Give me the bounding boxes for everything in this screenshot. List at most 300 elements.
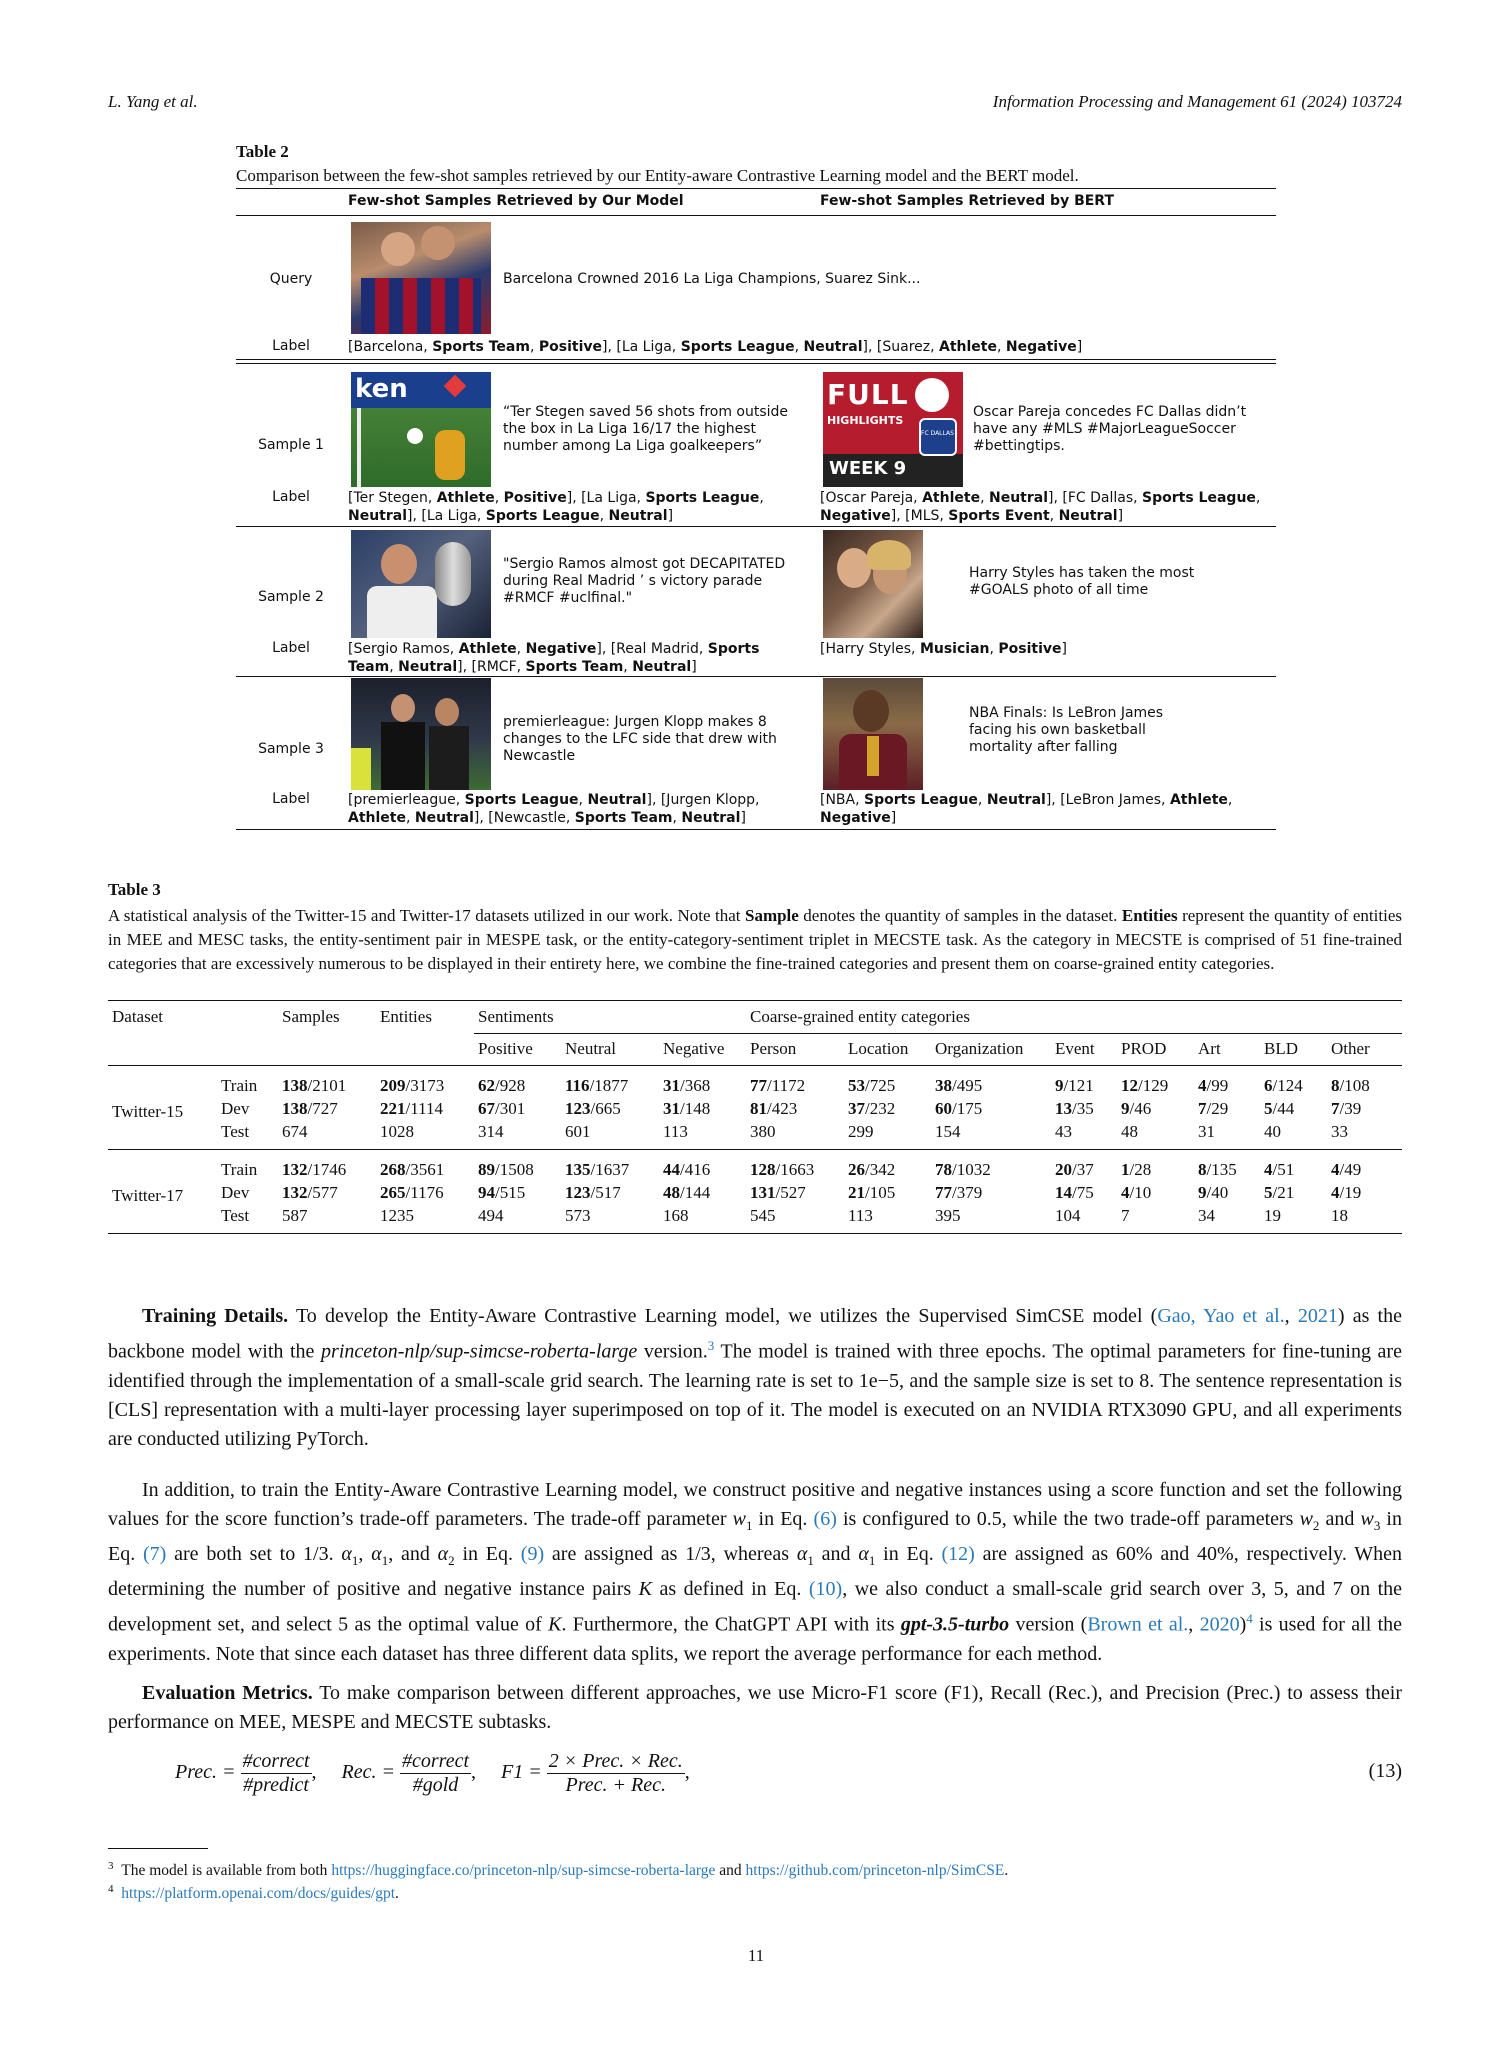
sample3-bert-text: NBA Finals: Is LeBron James facing his own basketball mortality after falling [969, 705, 1164, 755]
table3-cell [844, 1181, 931, 1204]
p2-text-g: , and [388, 1543, 438, 1565]
sample1-ours-labels: [Ter Stegen, Athlete, Positive], [La Liga, Sports League, Neutral], [La Liga, Sports League, Neutral] [348, 490, 764, 524]
w1-symbol: w [732, 1508, 746, 1530]
th-dataset: Dataset [112, 1007, 163, 1026]
table3-cell [1051, 1097, 1117, 1120]
cell-bold-count: 13 [1055, 1098, 1072, 1118]
footnote-ref-3[interactable]: 3 [707, 1338, 715, 1353]
fn3-text-a: The model is available from both [121, 1862, 332, 1880]
sample1-bert-labels: [Oscar Pareja, Athlete, Neutral], [FC Dallas, Sports League, Negative], [MLS, Sports Event, Neutral] [820, 490, 1261, 524]
cell-bold-count: 116 [565, 1075, 590, 1095]
table3-cell [844, 1097, 931, 1120]
table3-cell [746, 1066, 844, 1098]
cell-total: 1028 [380, 1121, 414, 1141]
query-row-label: Query [269, 271, 313, 287]
th-bld: BLD [1264, 1039, 1298, 1059]
page-number: 11 [747, 1946, 765, 1965]
K-symbol-2: K [548, 1613, 562, 1636]
table3-cell [931, 1097, 1051, 1120]
cell-total: 168 [663, 1205, 689, 1225]
cell-total: 104 [1055, 1205, 1081, 1225]
cell-total: /144 [680, 1182, 711, 1202]
p2-comma: , [358, 1543, 372, 1565]
cite-brown[interactable]: Brown et al. [1087, 1613, 1189, 1636]
cell-total: /148 [680, 1098, 711, 1118]
p1-text-c: version. [637, 1340, 708, 1363]
sample1-thumb-fcd: FC DALLAS [921, 430, 954, 437]
sample1-ad-board-text: ken [355, 374, 408, 404]
table3-cell [844, 1120, 931, 1150]
fn3-link-github[interactable]: https://github.com/princeton-nlp/SimCSE [745, 1862, 1005, 1880]
cell-total: /1637 [590, 1159, 630, 1179]
cell-bold-count: 26 [848, 1159, 865, 1179]
paragraph-evaluation-metrics [108, 1679, 1402, 1737]
sample2-label-row-label: Label [272, 640, 310, 656]
equation-13: Prec. = $\frac{\text{\#correct}}{\text{\#predict}}$ , Rec. = $\frac{\text{\#correct}}{\text{\#gold}}$ , F1 = $\frac{\text{2 × Prec. × Rec.}}{\text{Prec. + Rec.}}$ , [175, 1750, 690, 1796]
eq-rec-den: #gold [412, 1774, 459, 1796]
cell-bold-count: 9 [1055, 1075, 1064, 1095]
table3-cell [1117, 1097, 1194, 1120]
table3-cell [1327, 1066, 1402, 1098]
table3-cell [659, 1120, 746, 1150]
cell-total: /725 [865, 1075, 896, 1095]
sample1-thumb-full: FULL [827, 378, 909, 411]
cell-total: 299 [848, 1121, 874, 1141]
w2-symbol: w [1299, 1508, 1313, 1530]
table3-cell [746, 1204, 844, 1234]
cell-bold-count: 94 [478, 1182, 495, 1202]
p2-text-b: in Eq. [752, 1508, 814, 1530]
cell-bold-count: 77 [750, 1075, 767, 1095]
p2-text-d: in Eq. [108, 1508, 1402, 1565]
sample3-row-label: Sample 3 [258, 741, 324, 757]
cell-total: /108 [1339, 1075, 1370, 1095]
table3-cell [561, 1150, 659, 1182]
sample3-bert-labels: [NBA, Sports League, Neutral], [LeBron James, Athlete, Negative] [820, 792, 1233, 826]
cell-total: 1235 [380, 1205, 414, 1225]
table3-cell [561, 1066, 659, 1098]
cell-bold-count: 48 [663, 1182, 680, 1202]
fn3-link-huggingface[interactable]: https://huggingface.co/princeton-nlp/sup-simcse-roberta-large [331, 1862, 716, 1880]
query-text: Barcelona Crowned 2016 La Liga Champions, Suarez Sink... [503, 271, 921, 287]
cell-total: 494 [478, 1205, 504, 1225]
table3-cell [931, 1150, 1051, 1182]
table2-title: Table 2 [236, 142, 289, 161]
cell-bold-count: 8 [1198, 1159, 1207, 1179]
cell-bold-count: 5 [1264, 1098, 1273, 1118]
evaluation-metrics-heading: Evaluation Metrics. [142, 1682, 313, 1704]
cell-total: /105 [865, 1182, 896, 1202]
th-neutral: Neutral [565, 1039, 616, 1059]
cell-total: 380 [750, 1121, 776, 1141]
fn4-link-openai[interactable]: https://platform.openai.com/docs/guides/gpt [121, 1885, 396, 1903]
cell-bold-count: 4 [1264, 1159, 1273, 1179]
cell-bold-count: 4 [1331, 1182, 1340, 1202]
cell-total: /29 [1206, 1098, 1229, 1118]
table3-cell [659, 1066, 746, 1098]
th-person: Person [750, 1039, 797, 1059]
cell-total: 545 [750, 1205, 776, 1225]
table3-cell [746, 1150, 844, 1182]
p2-text-l: as defined in Eq. [652, 1578, 809, 1600]
eq-f1-frac [547, 1750, 685, 1797]
th-negative: Negative [663, 1039, 725, 1059]
alpha2-subscript: 2 [448, 1553, 455, 1568]
table3-cell [746, 1181, 844, 1204]
table3-cell [561, 1120, 659, 1150]
eq-prec-num: #correct [242, 1750, 310, 1772]
cell-bold-count: 9 [1198, 1182, 1207, 1202]
eq-f1-num: 2 × Prec. × Rec. [548, 1750, 683, 1772]
table3-cell [1117, 1204, 1194, 1234]
table3-cell [1327, 1150, 1402, 1182]
eq-ref-9[interactable]: (9) [520, 1543, 545, 1565]
table3-cell [1051, 1150, 1117, 1182]
eq-ref-6[interactable]: (6) [813, 1508, 837, 1530]
split-name: Test [221, 1121, 250, 1141]
table3-cell [1051, 1204, 1117, 1234]
p3-text-a: To make comparison between different approaches, we use Micro-F1 score (F1), Recall (Rec.), and Precision (Prec.) to assess their performance on MEE, MESPE and MECSTE subtasks. [108, 1682, 1402, 1733]
eq-ref-7[interactable]: (7) [143, 1543, 167, 1565]
table3-cell [844, 1204, 931, 1234]
cite-gao-year[interactable]: 2021 [1297, 1305, 1338, 1327]
cell-bold-count: 132 [282, 1182, 308, 1202]
sample2-ours-labels: [Sergio Ramos, Athlete, Negative], [Real Madrid, Sports Team, Neutral], [RMCF, Sports Team, Neutral] [348, 641, 760, 675]
sample2-ours-photo [351, 530, 491, 638]
sample1-label-row-label: Label [272, 489, 310, 505]
table3-title: Table 3 [108, 880, 161, 899]
sample2-bert-labels: [Harry Styles, Musician, Positive] [820, 641, 1067, 657]
w3-subscript: 3 [1373, 1518, 1381, 1533]
fn3-text-c: . [1004, 1862, 1009, 1880]
table3-cell [1327, 1120, 1402, 1150]
sample1-rule [236, 526, 1276, 527]
model-name: princeton-nlp/sup-simcse-roberta-large [321, 1340, 638, 1363]
table3-cell [561, 1204, 659, 1234]
table3-cell [278, 1097, 376, 1120]
eq-rec-num: #correct [402, 1750, 470, 1772]
alpha2-symbol: α [437, 1543, 449, 1565]
table3-cell [1051, 1181, 1117, 1204]
table3-cell [376, 1066, 474, 1098]
cell-bold-count: 31 [663, 1098, 680, 1118]
footnote-rule [108, 1848, 208, 1849]
cell-bold-count: 265 [380, 1182, 406, 1202]
cell-total: /1172 [767, 1075, 806, 1095]
sample1-bert-text: Oscar Pareja concedes FC Dallas didn’t have any #MLS #MajorLeagueSoccer #bettingtips. [973, 404, 1247, 454]
p2-text-j: in Eq. [875, 1543, 942, 1565]
cell-total: /379 [952, 1182, 983, 1202]
table3-row [108, 1150, 1402, 1182]
alpha0b-subscript: 1 [807, 1553, 814, 1568]
alpha1b-subscript: 1 [868, 1553, 876, 1568]
table3-cell [1194, 1120, 1260, 1150]
p2-and-1: and [1319, 1508, 1361, 1530]
cite-gao[interactable]: Gao, Yao et al. [1157, 1305, 1285, 1327]
p2-text-k: are assigned as 60% and 40%, respectively. When determining the number of positive and negative instance pairs [108, 1543, 1402, 1600]
eq-rec-frac [400, 1750, 471, 1797]
p2-text-q: is used for all the experiments. Note that since each dataset has three different data splits, we report the average performance for each method. [108, 1613, 1403, 1665]
cell-bold-count: 128 [750, 1159, 776, 1179]
fn4-text: . [395, 1885, 399, 1903]
table3-cell [659, 1150, 746, 1182]
fn4-number: 4 [108, 1883, 114, 1895]
cell-total: 601 [565, 1121, 591, 1141]
cell-total: /46 [1129, 1098, 1152, 1118]
gpt-version: gpt-3.5-turbo [900, 1613, 1010, 1636]
th-prod: PROD [1121, 1039, 1167, 1059]
cell-total: /19 [1339, 1182, 1362, 1202]
cell-total: /3561 [405, 1159, 445, 1179]
cell-total: /665 [590, 1098, 621, 1118]
th-positive: Positive [478, 1039, 533, 1059]
query-label-row-label: Label [272, 338, 310, 354]
p1-comma: , [1284, 1305, 1298, 1327]
cell-total: /37 [1072, 1159, 1094, 1179]
table3-cell [1117, 1066, 1194, 1098]
table3-cell [474, 1150, 561, 1182]
query-labels: [Barcelona, Sports Team, Positive], [La Liga, Sports League, Neutral], [Suarez, Athlete, Negative] [348, 339, 1083, 355]
th-entities: Entities [380, 1007, 432, 1026]
table2-col-bert: Few-shot Samples Retrieved by BERT [820, 193, 1114, 209]
table3-cell [561, 1097, 659, 1120]
cell-total: /727 [307, 1098, 338, 1118]
table3-cell [1327, 1181, 1402, 1204]
cell-total: /577 [307, 1182, 338, 1202]
cell-total: /2101 [307, 1075, 347, 1095]
table3-cell [1194, 1097, 1260, 1120]
th-event: Event [1055, 1039, 1095, 1059]
cell-total: 113 [663, 1121, 688, 1141]
cell-total: /1114 [405, 1098, 443, 1118]
alpha1-subscript: 1 [381, 1553, 389, 1568]
eq-ref-12[interactable]: (12) [941, 1543, 975, 1565]
table2-caption: Comparison between the few-shot samples retrieved by our Entity-aware Contrastive Learning model and the BERT model. [236, 166, 1079, 185]
p2-text-m: , we also conduct a small-scale grid search over 3, 5, and 7 on the development set, and select 5 as the optimal value of [108, 1578, 1402, 1636]
footnote-ref-4[interactable]: 4 [1246, 1611, 1253, 1626]
table3-cell [659, 1181, 746, 1204]
cell-bold-count: 131 [750, 1182, 776, 1202]
table3-cell [474, 1181, 561, 1204]
th-organization: Organization [935, 1039, 1024, 1059]
cell-total: /44 [1272, 1098, 1295, 1118]
table3-cell [746, 1120, 844, 1150]
sample3-bert-photo [823, 678, 923, 790]
alpha0-subscript: 1 [351, 1553, 359, 1568]
p1-text-a: To develop the Entity-Aware Contrastive Learning model, we utilizes the Supervised SimCSE model ( [288, 1305, 1158, 1327]
cell-total: 154 [935, 1121, 961, 1141]
sample3-ours-photo [351, 678, 491, 790]
p2-and-2: and [813, 1543, 859, 1565]
cell-bold-count: 135 [565, 1159, 591, 1179]
table3-cell [931, 1181, 1051, 1204]
cell-total: 395 [935, 1205, 961, 1225]
sample1-thumb-highlights: HIGHLIGHTS [827, 414, 904, 427]
sample1-ours-text: “Ter Stegen saved 56 shots from outside the box in La Liga 16/17 the highest number among La Liga goalkeepers” [503, 404, 789, 454]
query-rule-2 [236, 363, 1276, 364]
table3-header-row [108, 1001, 1402, 1034]
p2-text-e: are both set to 1/3. [166, 1543, 342, 1565]
cell-total: /28 [1129, 1159, 1152, 1179]
p2-text-a: In addition, to train the Entity-Aware Contrastive Learning model, we construct positive and negative instances using a score function and set the following values for the score function’s trade-off parameters. The trade-off parameter [108, 1479, 1402, 1530]
table3-cell [278, 1204, 376, 1234]
sample2-rule [236, 676, 1276, 677]
eq-rec-lhs: Rec. = [341, 1761, 395, 1784]
split-name: Dev [221, 1098, 250, 1118]
table3-caption: A statistical analysis of the Twitter-15 and Twitter-17 datasets utilized in our work. Note that Sample denotes the quantity of samples in the dataset. Entities represent the quantity of entities in MEE and MESC tasks, the entity-sentiment pair in MESPE task, or the entity-category-sentiment triplet in MECSTE task. As the category in MECSTE is comprised of 51 fine-trained categories that are excessively numerous to be displayed in their entirety here, we combine the fine-trained categories and present them on coarse-grained entity categories. [108, 906, 1402, 973]
cell-bold-count: 21 [848, 1182, 865, 1202]
sample3-ours-labels: [premierleague, Sports League, Neutral], [Jurgen Klopp, Athlete, Neutral], [Newcastle, Sports Team, Neutral] [348, 792, 760, 826]
fn3-text-b: and [715, 1862, 746, 1880]
sample2-bert-photo [823, 530, 923, 638]
cell-bold-count: 7 [1331, 1098, 1340, 1118]
cell-total: /10 [1129, 1182, 1152, 1202]
th-samples: Samples [282, 1007, 340, 1026]
p2-text-p: ) [1239, 1613, 1247, 1636]
table2-top-rule [236, 188, 1276, 189]
cell-bold-count: 77 [935, 1182, 952, 1202]
table3-cell [746, 1097, 844, 1120]
cell-bold-count: 123 [565, 1182, 591, 1202]
cell-total: /1877 [589, 1075, 629, 1095]
table3-cell [1260, 1097, 1327, 1120]
cell-bold-count: 123 [565, 1098, 591, 1118]
cell-bold-count: 209 [380, 1075, 406, 1095]
cell-bold-count: 8 [1331, 1075, 1340, 1095]
cell-bold-count: 67 [478, 1098, 495, 1118]
cell-total: 19 [1264, 1205, 1281, 1225]
sample1-ours-photo [351, 372, 491, 487]
sample2-bert-text: Harry Styles has taken the most #GOALS photo of all time [969, 565, 1195, 598]
th-sentiments: Sentiments [474, 1001, 746, 1034]
cell-total: /129 [1138, 1075, 1169, 1095]
cell-bold-count: 14 [1055, 1182, 1072, 1202]
K-symbol: K [638, 1578, 652, 1600]
cell-bold-count: 60 [935, 1098, 952, 1118]
th-other: Other [1331, 1039, 1370, 1059]
cell-bold-count: 31 [663, 1075, 680, 1095]
cell-bold-count: 37 [848, 1098, 865, 1118]
split-name: Test [221, 1205, 250, 1225]
table3-cell [1051, 1066, 1117, 1098]
split-name: Train [221, 1159, 258, 1179]
cell-total: 113 [848, 1205, 873, 1225]
table3-cell [1117, 1181, 1194, 1204]
table3-cell [1194, 1204, 1260, 1234]
cell-total: /368 [680, 1075, 711, 1095]
table3-cell [1260, 1120, 1327, 1150]
cell-total: /35 [1072, 1098, 1094, 1118]
cell-total: /416 [680, 1159, 711, 1179]
sample1-thumb-week: WEEK 9 [829, 458, 907, 479]
cell-total: /49 [1339, 1159, 1362, 1179]
cell-bold-count: 38 [935, 1075, 952, 1095]
table3-cell [659, 1097, 746, 1120]
cite-brown-year[interactable]: 2020 [1199, 1613, 1240, 1636]
paragraph-trade-off [108, 1476, 1402, 1669]
table3 [108, 1000, 1402, 1234]
cell-total: 573 [565, 1205, 591, 1225]
sample3-ours-text: premierleague: Jurgen Klopp makes 8 changes to the LFC side that drew with Newcastle [503, 714, 777, 764]
table3-cell [474, 1120, 561, 1150]
table3-body [108, 1066, 1402, 1234]
alpha0b-symbol: α [796, 1543, 808, 1565]
cell-total: 33 [1331, 1121, 1348, 1141]
query-photo [351, 222, 491, 334]
cell-total: /301 [495, 1098, 526, 1118]
cell-total: /1032 [952, 1159, 991, 1179]
cell-total: /135 [1206, 1159, 1237, 1179]
sample2-ours-text: "Sergio Ramos almost got DECAPITATED during Real Madrid ’ s victory parade #RMCF #uclfinal." [503, 556, 786, 606]
table3-cell [1117, 1150, 1194, 1182]
table3-cell [278, 1120, 376, 1150]
p2-text-n: . Furthermore, the ChatGPT API with its [561, 1613, 901, 1636]
cell-total: /1746 [307, 1159, 347, 1179]
query-rule-1 [236, 359, 1276, 360]
table3-row [108, 1204, 1402, 1234]
eq-f1-den: Prec. + Rec. [565, 1774, 666, 1796]
eq-ref-10[interactable]: (10) [808, 1578, 843, 1600]
table3-cell [1260, 1066, 1327, 1098]
cell-bold-count: 4 [1121, 1182, 1130, 1202]
table3-cell [474, 1204, 561, 1234]
table3-bottom-rule [108, 1234, 1402, 1235]
table3-cell [1117, 1120, 1194, 1150]
cell-bold-count: 1 [1121, 1159, 1130, 1179]
table3-row [108, 1120, 1402, 1150]
cell-total: /342 [865, 1159, 896, 1179]
table3-row [108, 1097, 1402, 1120]
table3-cell [474, 1097, 561, 1120]
cell-bold-count: 7 [1198, 1098, 1207, 1118]
cell-total: /517 [590, 1182, 621, 1202]
table3-cell [931, 1066, 1051, 1098]
table3-cell [1194, 1066, 1260, 1098]
footnote-4 [108, 1879, 399, 1904]
cell-total: 48 [1121, 1121, 1138, 1141]
cell-bold-count: 4 [1198, 1075, 1207, 1095]
running-header-authors: L. Yang et al. [108, 92, 198, 111]
eq-f1-lhs: F1 = [501, 1761, 542, 1784]
p2-cite-comma: , [1188, 1613, 1200, 1636]
cell-bold-count: 138 [282, 1075, 308, 1095]
cell-total: /21 [1272, 1182, 1295, 1202]
table3-cell [376, 1097, 474, 1120]
cell-total: /121 [1063, 1075, 1094, 1095]
cell-bold-count: 81 [750, 1098, 767, 1118]
split-name: Train [221, 1075, 258, 1095]
table3-cell [1194, 1150, 1260, 1182]
eq-prec-lhs: Prec. = [175, 1761, 236, 1784]
table3-cell [844, 1066, 931, 1098]
split-name: Dev [221, 1182, 250, 1202]
cell-total: /928 [495, 1075, 526, 1095]
th-location: Location [848, 1039, 909, 1059]
alpha1-symbol: α [371, 1543, 382, 1565]
th-coarse: Coarse-grained entity categories [746, 1001, 1402, 1034]
cell-total: /175 [952, 1098, 983, 1118]
cell-total: /75 [1072, 1182, 1094, 1202]
equation-number: (13) [1368, 1760, 1402, 1782]
table3-subheader-row [108, 1033, 1402, 1066]
table3-cell [1051, 1120, 1117, 1150]
cell-total: 40 [1264, 1121, 1281, 1141]
p2-text-h: in Eq. [454, 1543, 521, 1565]
cell-total: 674 [282, 1121, 308, 1141]
eq-prec-frac [241, 1750, 312, 1797]
table3-cell [1260, 1181, 1327, 1204]
cell-total: /99 [1206, 1075, 1229, 1095]
